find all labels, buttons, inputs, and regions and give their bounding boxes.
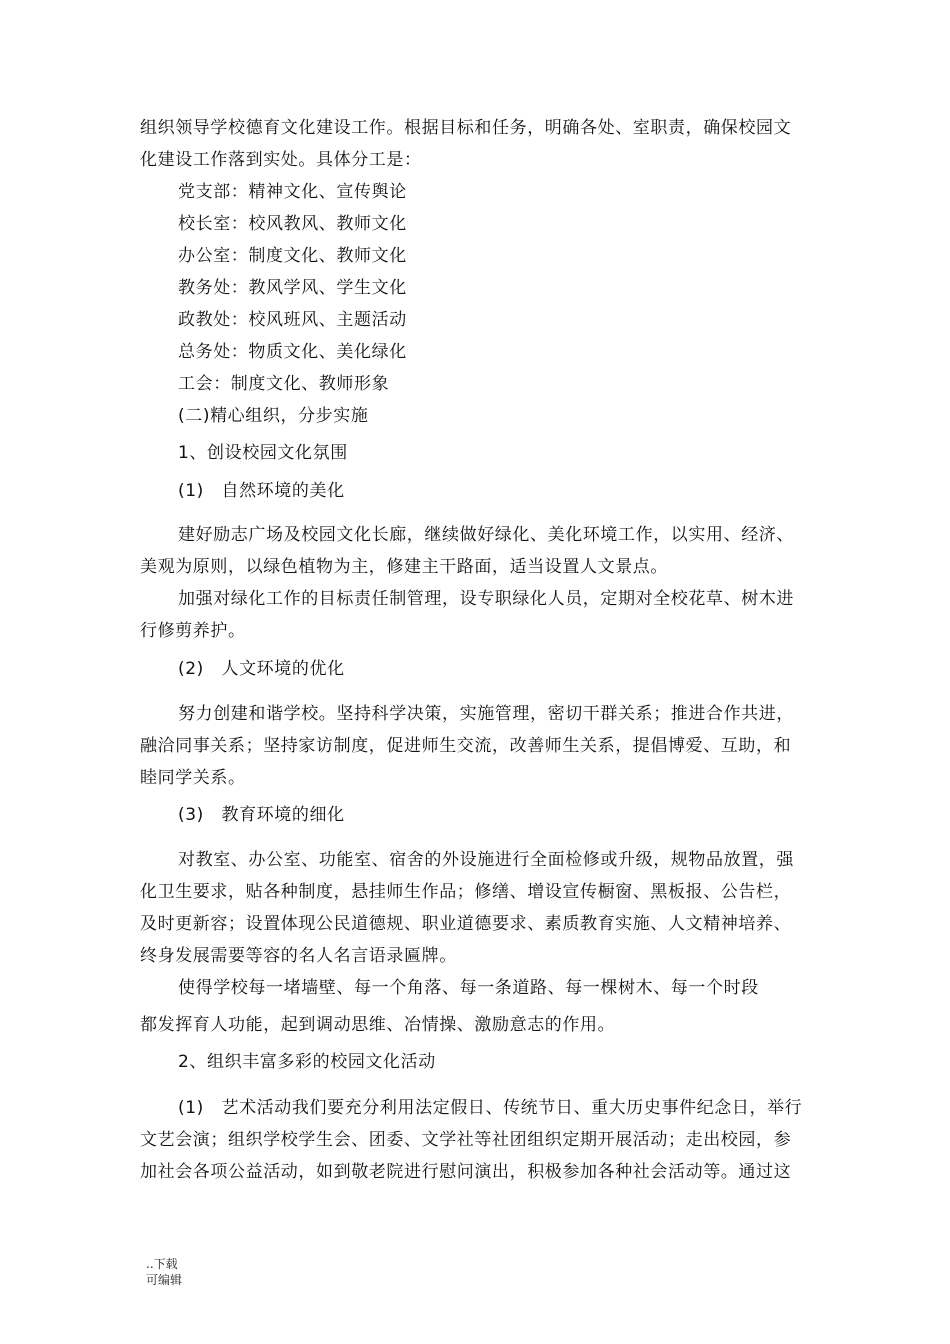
text-line: 睦同学关系。 (140, 768, 246, 788)
text-line: 美观为原则，以绿色植物为主，修建主干路面，适当设置人文景点。 (140, 557, 668, 577)
text-line: 对教室、办公室、功能室、宿舍的外设施进行全面检修或升级，规物品放置，强 (178, 850, 794, 870)
text-line: 总务处：物质文化、美化绿化 (178, 342, 407, 362)
section-heading: (二)精心组织，分步实施 (178, 406, 369, 426)
section-heading: 2、组织丰富多彩的校园文化活动 (178, 1052, 436, 1072)
footer-download-label: ..下载 (146, 1257, 178, 1271)
text-line: 建好励志广场及校园文化长廊，继续做好绿化、美化环境工作，以实用、经济、 (178, 525, 794, 545)
section-heading: (3) 教育环境的细化 (178, 805, 345, 825)
text-line: 组织领导学校德育文化建设工作。根据目标和任务，明确各处、室职责，确保校园文 (140, 118, 792, 138)
section-heading: (1) 自然环境的美化 (178, 481, 345, 501)
text-line: 党支部：精神文化、宣传舆论 (178, 182, 407, 202)
text-line: 加强对绿化工作的目标责任制管理，设专职绿化人员，定期对全校花草、树木进 (178, 589, 794, 609)
footer-editable-label: 可编辑 (146, 1273, 183, 1287)
text-line: 工会：制度文化、教师形象 (178, 374, 390, 394)
text-line: 加社会各项公益活动，如到敬老院进行慰问演出，积极参加各种社会活动等。通过这 (140, 1162, 792, 1182)
text-line: 及时更新容；设置体现公民道德规、职业道德要求、素质教育实施、人文精神培养、 (140, 914, 792, 934)
text-line: 政教处：校风班风、主题活动 (178, 310, 407, 330)
text-line: 使得学校每一堵墙壁、每一个角落、每一条道路、每一棵树木、每一个时段 (178, 978, 759, 998)
section-heading: 1、创设校园文化氛围 (178, 443, 348, 463)
text-line: 行修剪养护。 (140, 621, 246, 641)
text-line: 化建设工作落到实处。具体分工是： (140, 150, 422, 170)
text-line: 文艺会演；组织学校学生会、团委、文学社等社团组织定期开展活动；走出校园，参 (140, 1130, 792, 1150)
text-line: 终身发展需要等容的名人名言语录匾牌。 (140, 946, 457, 966)
text-line: 化卫生要求，贴各种制度，悬挂师生作品；修缮、增设宣传橱窗、黑板报、公告栏， (140, 882, 792, 902)
section-heading: (2) 人文环境的优化 (178, 659, 345, 679)
text-line: 努力创建和谐学校。坚持科学决策，实施管理，密切干群关系；推进合作共进， (178, 704, 794, 724)
text-line: (1) 艺术活动我们要充分利用法定假日、传统节日、重大历史事件纪念日，举行 (178, 1098, 803, 1118)
text-line: 校长室：校风教风、教师文化 (178, 214, 407, 234)
text-line: 办公室：制度文化、教师文化 (178, 246, 407, 266)
text-line: 都发挥育人功能，起到调动思维、冶情操、激励意志的作用。 (140, 1015, 616, 1035)
text-line: 融洽同事关系；坚持家访制度，促进师生交流，改善师生关系，提倡博爱、互助，和 (140, 736, 792, 756)
text-line: 教务处：教风学风、学生文化 (178, 278, 407, 298)
